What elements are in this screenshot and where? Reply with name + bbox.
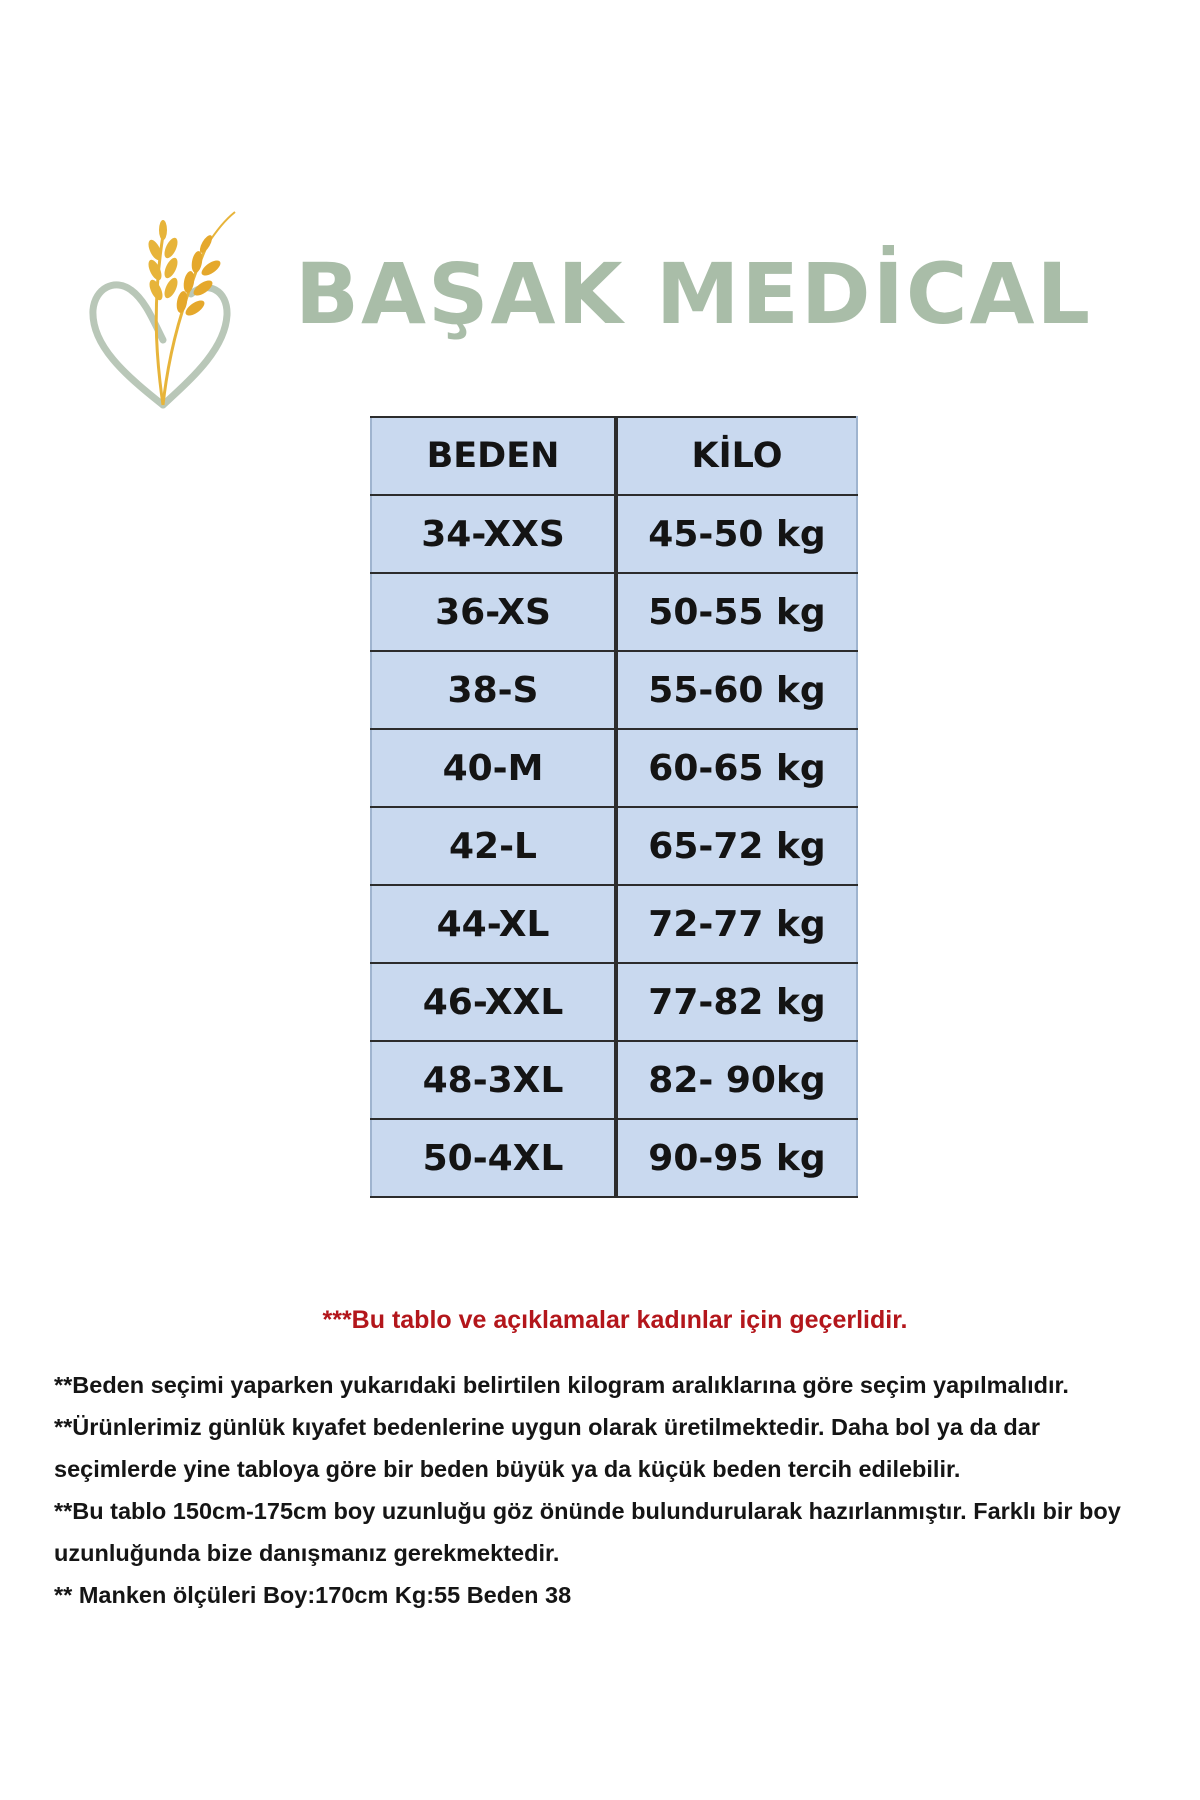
weight-cell: 72-77 kg [616,885,857,963]
wheat-heart-icon [85,190,265,420]
table-row [371,1119,857,1197]
size-notes [54,1364,1164,1616]
table-row [371,495,857,573]
brand-logo [85,190,1093,420]
weight-cell: 77-82 kg [616,963,857,1041]
women-only-note: ***Bu tablo ve açıklamalar kadınlar için geçerlidir. [322,1306,908,1334]
size-cell: 42-L [371,807,616,885]
weight-cell: 90-95 kg [616,1119,857,1197]
weight-cell: 45-50 kg [616,495,857,573]
note-item: **Ürünlerimiz günlük kıyafet bedenlerine uygun olarak üretilmektedir. Daha bol ya da dar seçimlerde yine tabloya göre bir beden büyük ya da küçük beden tercih edilebilir. [54,1414,1040,1482]
size-cell: 40-M [371,729,616,807]
table-row [371,807,857,885]
note-item: **Beden seçimi yaparken yukarıdaki belirtilen kilogram aralıklarına göre seçim yapılmalıdır. [54,1372,1069,1398]
size-cell: 36-XS [371,573,616,651]
table-row [371,729,857,807]
weight-cell: 50-55 kg [616,573,857,651]
brand-name: BAŞAK MEDİCAL [295,245,1093,343]
table-row [371,963,857,1041]
weight-cell: 60-65 kg [616,729,857,807]
size-cell: 44-XL [371,885,616,963]
size-cell: 46-XXL [371,963,616,1041]
table-row [371,1041,857,1119]
column-header-weight: KİLO [616,417,857,495]
size-cell: 48-3XL [371,1041,616,1119]
weight-cell: 82- 90kg [616,1041,857,1119]
size-cell: 38-S [371,651,616,729]
note-item: ** Manken ölçüleri Boy:170cm Kg:55 Beden 38 [54,1582,572,1608]
table-row [371,651,857,729]
weight-cell: 55-60 kg [616,651,857,729]
size-cell: 50-4XL [371,1119,616,1197]
table-header-row [371,417,857,495]
size-cell: 34-XXS [371,495,616,573]
note-item: **Bu tablo 150cm-175cm boy uzunluğu göz önünde bulundurularak hazırlanmıştır. Farklı bir boy uzunluğunda bize danışmanız gerekmektedir. [54,1498,1121,1566]
weight-cell: 65-72 kg [616,807,857,885]
table-row [371,573,857,651]
column-header-size: BEDEN [371,417,616,495]
size-chart-table [370,416,858,1198]
table-row [371,885,857,963]
